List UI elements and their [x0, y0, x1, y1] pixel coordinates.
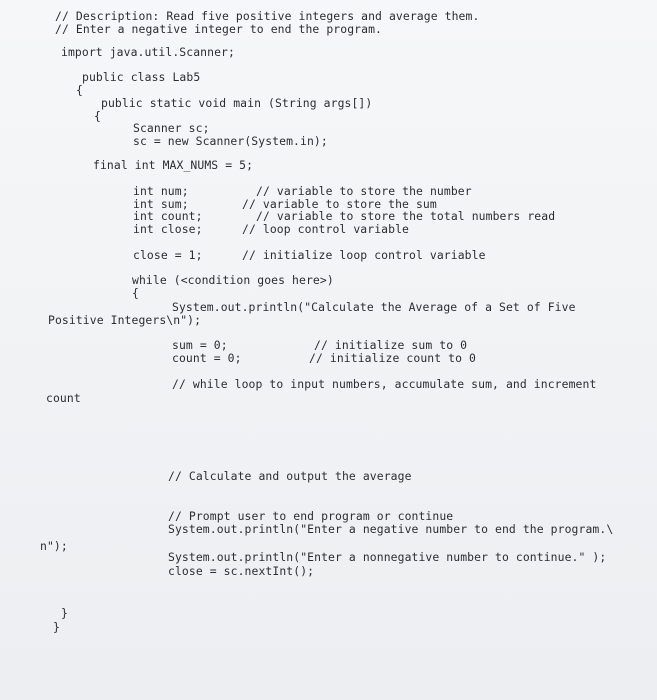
comment-count-initialization: // initialize count to 0 [309, 351, 476, 365]
comment-while-loop: // while loop to input numbers, accumulate sum, and increment [172, 377, 597, 391]
println-intro-line-1: System.out.println("Calculate the Average of a Set of Five [172, 300, 576, 314]
comment-close-initialization: // initialize loop control variable [242, 248, 486, 262]
scanner-initialization: sc = new Scanner(System.in); [133, 134, 328, 148]
comment-var-close: // loop control variable [242, 222, 409, 236]
comment-calculate-average: // Calculate and output the average [168, 469, 412, 483]
comment-var-count: // variable to store the total numbers read [256, 209, 556, 223]
var-count-declaration: int count; [133, 209, 203, 223]
println-negative-line-1: System.out.println("Enter a negative number to end the program.\ [168, 522, 614, 536]
count-initialization: count = 0; [172, 351, 242, 365]
while-statement: while (<condition goes here>) [132, 273, 334, 287]
scanner-declaration: Scanner sc; [133, 121, 210, 135]
main-open-brace: { [94, 109, 101, 123]
comment-var-sum: // variable to store the sum [242, 197, 437, 211]
println-negative-line-2: n"); [40, 539, 68, 553]
comment-var-num: // variable to store the number [256, 184, 472, 198]
var-close-declaration: int close; [133, 222, 203, 236]
comment-prompt-user: // Prompt user to end program or continue [168, 509, 454, 523]
println-intro-line-2: Positive Integers\n"); [48, 313, 202, 327]
comment-description-line-2: // Enter a negative integer to end the program. [55, 22, 383, 36]
comment-while-loop-wrap: count [46, 391, 81, 405]
close-initialization: close = 1; [133, 248, 203, 262]
sum-initialization: sum = 0; [172, 338, 228, 352]
var-sum-declaration: int sum; [133, 197, 189, 211]
inner-close-brace: } [61, 606, 68, 620]
import-statement: import java.util.Scanner; [61, 45, 235, 59]
final-constant-declaration: final int MAX_NUMS = 5; [93, 158, 254, 172]
comment-sum-initialization: // initialize sum to 0 [314, 338, 468, 352]
var-num-declaration: int num; [133, 184, 189, 198]
comment-description-line-1: // Description: Read five positive integers and average them. [55, 9, 480, 23]
class-declaration: public class Lab5 [82, 70, 201, 84]
while-open-brace: { [132, 286, 139, 300]
class-open-brace: { [76, 83, 83, 97]
close-read-input: close = sc.nextInt(); [168, 564, 315, 578]
outer-close-brace: } [53, 620, 60, 634]
main-method-declaration: public static void main (String args[]) [101, 96, 373, 110]
println-nonnegative: System.out.println("Enter a nonnegative number to continue." ); [168, 550, 607, 564]
